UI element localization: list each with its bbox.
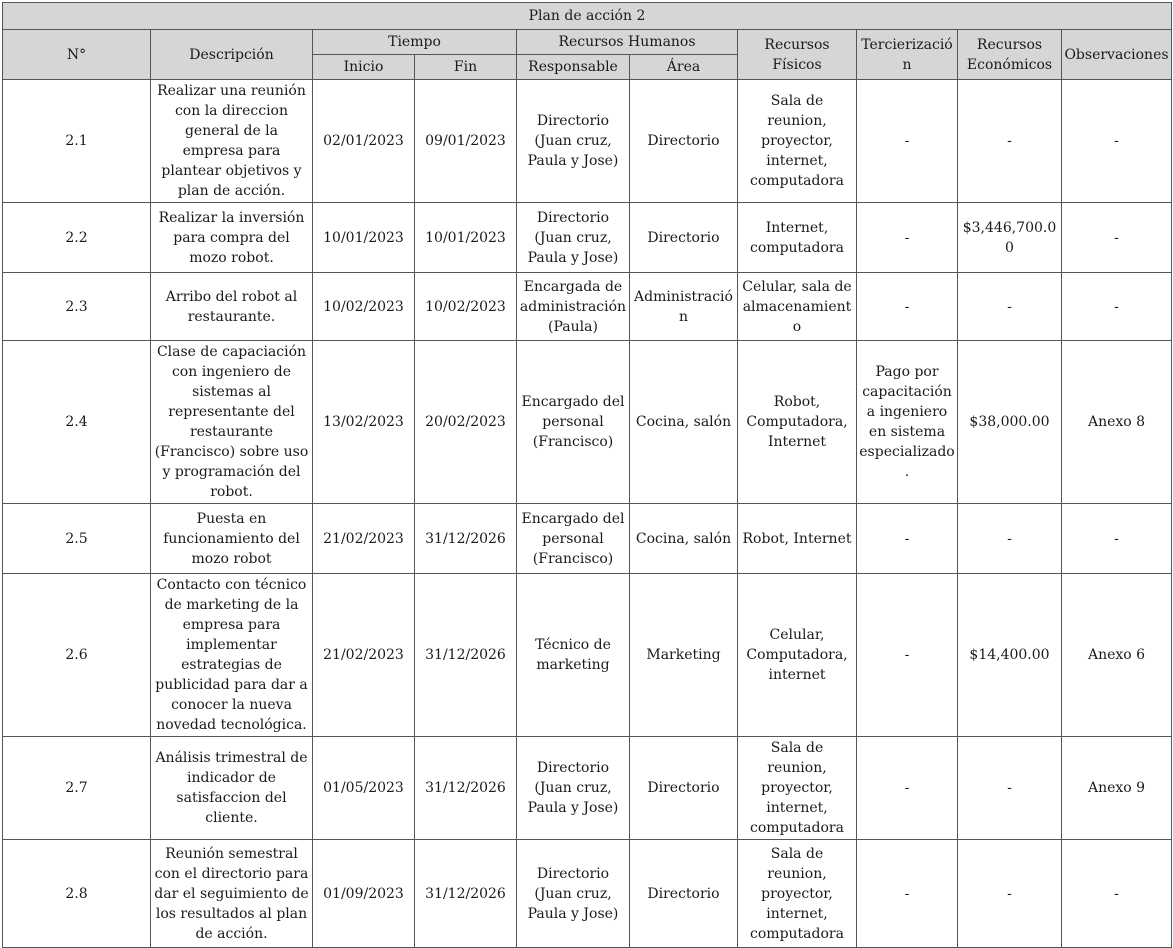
cell-observaciones: Anexo 9 — [1062, 737, 1172, 840]
cell-num: 2.6 — [3, 574, 151, 737]
table-row — [3, 737, 1172, 840]
cell-fin: 31/12/2026 — [415, 504, 517, 574]
cell-area: Directorio — [630, 203, 738, 273]
cell-descripcion: Realizar la inversión para compra del mozo robot. — [151, 203, 313, 273]
cell-area: Cocina, salón — [630, 504, 738, 574]
header-tiempo: Tiempo — [313, 30, 517, 55]
cell-descripcion: Análisis trimestral de indicador de satisfaccion del cliente. — [151, 737, 313, 840]
cell-descripcion: Realizar una reunión con la direccion general de la empresa para plantear objetivos y plan de acción. — [151, 80, 313, 203]
header-fin: Fin — [415, 55, 517, 80]
cell-responsable: Directorio (Juan cruz, Paula y Jose) — [517, 737, 630, 840]
table-row — [3, 273, 1172, 341]
cell-area: Marketing — [630, 574, 738, 737]
document-page — [2, 2, 1172, 948]
cell-responsable: Encargado del personal (Francisco) — [517, 504, 630, 574]
cell-tercerizacion: Pago por capacitación a ingeniero en sistema especializado. — [857, 341, 958, 504]
cell-inicio: 01/05/2023 — [313, 737, 415, 840]
table-row — [3, 840, 1172, 948]
cell-fisicos: Celular, Computadora, internet — [738, 574, 857, 737]
cell-observaciones: - — [1062, 504, 1172, 574]
cell-area: Directorio — [630, 840, 738, 948]
header-recursos-fisicos: Recursos Físicos — [738, 30, 857, 80]
header-descripcion: Descripción — [151, 30, 313, 80]
cell-inicio: 13/02/2023 — [313, 341, 415, 504]
cell-inicio: 21/02/2023 — [313, 574, 415, 737]
cell-responsable: Directorio (Juan cruz, Paula y Jose) — [517, 840, 630, 948]
cell-fisicos: Robot, Computadora, Internet — [738, 341, 857, 504]
cell-economicos: - — [958, 80, 1062, 203]
cell-descripcion: Contacto con técnico de marketing de la empresa para implementar estrategias de publicidad para dar a conocer la nueva novedad tecnológica. — [151, 574, 313, 737]
cell-tercerizacion: - — [857, 574, 958, 737]
cell-fin: 20/02/2023 — [415, 341, 517, 504]
cell-num: 2.8 — [3, 840, 151, 948]
cell-descripcion: Clase de capaciación con ingeniero de sistemas al representante del restaurante (Francisco) sobre uso y programación del robot. — [151, 341, 313, 504]
cell-fisicos: Sala de reunion, proyector, internet, computadora — [738, 80, 857, 203]
cell-tercerizacion: - — [857, 273, 958, 341]
cell-area: Directorio — [630, 737, 738, 840]
cell-economicos: - — [958, 504, 1062, 574]
cell-num: 2.5 — [3, 504, 151, 574]
cell-observaciones: Anexo 6 — [1062, 574, 1172, 737]
table-row — [3, 341, 1172, 504]
cell-tercerizacion: - — [857, 504, 958, 574]
cell-tercerizacion: - — [857, 737, 958, 840]
cell-tercerizacion: - — [857, 203, 958, 273]
cell-fin: 10/01/2023 — [415, 203, 517, 273]
header-responsable: Responsable — [517, 55, 630, 80]
header-tercerizacion: Tercierización — [857, 30, 958, 80]
cell-num: 2.1 — [3, 80, 151, 203]
cell-responsable: Directorio (Juan cruz, Paula y Jose) — [517, 203, 630, 273]
cell-inicio: 01/09/2023 — [313, 840, 415, 948]
cell-inicio: 21/02/2023 — [313, 504, 415, 574]
cell-fin: 31/12/2026 — [415, 574, 517, 737]
cell-area: Administración — [630, 273, 738, 341]
cell-num: 2.3 — [3, 273, 151, 341]
cell-area: Cocina, salón — [630, 341, 738, 504]
cell-observaciones: Anexo 8 — [1062, 341, 1172, 504]
cell-observaciones: - — [1062, 273, 1172, 341]
cell-inicio: 10/01/2023 — [313, 203, 415, 273]
cell-observaciones: - — [1062, 203, 1172, 273]
cell-fin: 10/02/2023 — [415, 273, 517, 341]
header-num: N° — [3, 30, 151, 80]
cell-observaciones: - — [1062, 80, 1172, 203]
cell-fin: 31/12/2026 — [415, 737, 517, 840]
cell-tercerizacion: - — [857, 840, 958, 948]
table-row — [3, 574, 1172, 737]
cell-economicos: - — [958, 737, 1062, 840]
cell-descripcion: Puesta en funcionamiento del mozo robot — [151, 504, 313, 574]
header-inicio: Inicio — [313, 55, 415, 80]
cell-responsable: Encargado del personal (Francisco) — [517, 341, 630, 504]
cell-fisicos: Internet, computadora — [738, 203, 857, 273]
header-recursos-humanos: Recursos Humanos — [517, 30, 738, 55]
cell-fin: 09/01/2023 — [415, 80, 517, 203]
cell-economicos: $14,400.00 — [958, 574, 1062, 737]
cell-fisicos: Robot, Internet — [738, 504, 857, 574]
cell-tercerizacion: - — [857, 80, 958, 203]
cell-fisicos: Celular, sala de almacenamiento — [738, 273, 857, 341]
cell-num: 2.7 — [3, 737, 151, 840]
cell-descripcion: Arribo del robot al restaurante. — [151, 273, 313, 341]
cell-economicos: - — [958, 840, 1062, 948]
header-observaciones: Observaciones — [1062, 30, 1172, 80]
cell-inicio: 10/02/2023 — [313, 273, 415, 341]
cell-fisicos: Sala de reunion, proyector, internet, computadora — [738, 840, 857, 948]
table-row — [3, 203, 1172, 273]
table-title: Plan de acción 2 — [3, 3, 1172, 30]
cell-fisicos: Sala de reunion, proyector, internet, computadora — [738, 737, 857, 840]
table-row — [3, 504, 1172, 574]
cell-descripcion: Reunión semestral con el directorio para dar el seguimiento de los resultados al plan de acción. — [151, 840, 313, 948]
table-row — [3, 80, 1172, 203]
cell-num: 2.2 — [3, 203, 151, 273]
cell-economicos: $38,000.00 — [958, 341, 1062, 504]
cell-inicio: 02/01/2023 — [313, 80, 415, 203]
header-area: Área — [630, 55, 738, 80]
cell-responsable: Encargada de administración (Paula) — [517, 273, 630, 341]
cell-economicos: $3,446,700.00 — [958, 203, 1062, 273]
cell-observaciones: - — [1062, 840, 1172, 948]
cell-responsable: Técnico de marketing — [517, 574, 630, 737]
action-plan-table — [2, 2, 1172, 948]
cell-area: Directorio — [630, 80, 738, 203]
cell-num: 2.4 — [3, 341, 151, 504]
header-recursos-economicos: Recursos Económicos — [958, 30, 1062, 80]
cell-fin: 31/12/2026 — [415, 840, 517, 948]
cell-economicos: - — [958, 273, 1062, 341]
cell-responsable: Directorio (Juan cruz, Paula y Jose) — [517, 80, 630, 203]
